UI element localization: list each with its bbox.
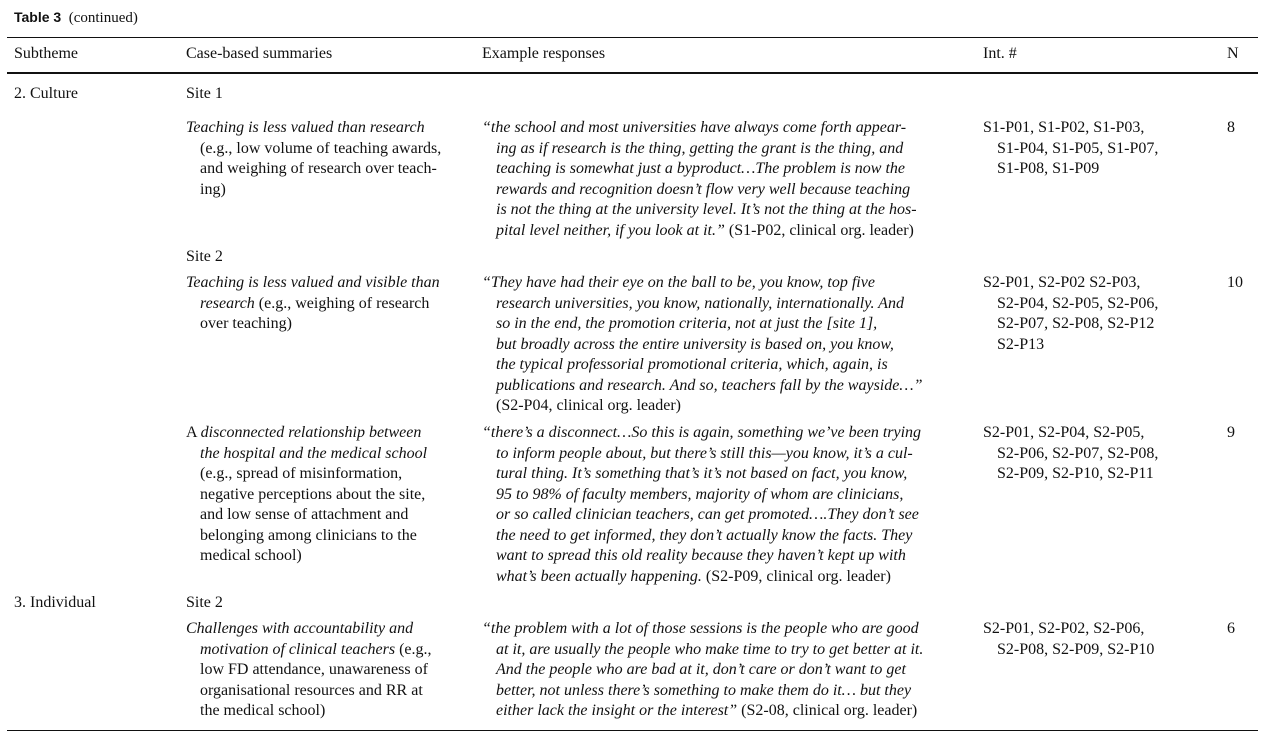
- cell-line: [186, 444, 427, 465]
- text-segment: “the school and most universities have always come forth appear-: [482, 119, 907, 136]
- interview-ids: [983, 619, 1154, 660]
- text-segment: (S2-P09, clinical org. leader): [701, 567, 891, 585]
- count-n: [1227, 423, 1235, 444]
- text-segment: belonging among clinicians to the: [200, 526, 417, 544]
- text-segment: so in the end, the promotion criteria, not at just the [site 1],: [496, 315, 878, 332]
- text-segment: rewards and recognition doesn’t flow very well because teaching: [496, 180, 911, 198]
- text-segment: Challenges with accountability and: [186, 620, 414, 637]
- text-segment: better, not unless there’s something to make them do it… but they: [496, 681, 912, 699]
- cell-line: [186, 294, 440, 315]
- cell-line: [482, 505, 921, 526]
- cell-line: [186, 139, 441, 160]
- cell-line: [482, 314, 922, 335]
- header-responses: Example responses: [482, 45, 606, 62]
- caption-label: Table 3: [14, 9, 62, 25]
- cell-line: [1227, 619, 1235, 640]
- cell-line: [186, 118, 441, 139]
- cell-line: [482, 355, 922, 376]
- cell-line: [186, 273, 440, 294]
- text-segment: S2-P01, S2-P04, S2-P05,: [983, 424, 1145, 441]
- cell-line: [186, 640, 432, 661]
- cell-line: [983, 139, 1158, 160]
- text-segment: ing): [200, 180, 226, 198]
- cell-line: [482, 660, 923, 681]
- example-response: [482, 619, 923, 722]
- text-segment: is not the thing at the university level. It’s not the thing at the hos-: [496, 201, 917, 218]
- cell-line: [186, 660, 432, 681]
- cell-line: [186, 314, 440, 335]
- text-segment: research universities, you know, nationally, internationally. And: [496, 294, 904, 312]
- cell-line: [482, 200, 917, 221]
- text-segment: (S1-P02, clinical org. leader): [724, 221, 914, 239]
- text-segment: And the people who are bad at it, don’t care or don’t want to get: [496, 661, 906, 678]
- text-segment: motivation of clinical teachers: [200, 640, 396, 658]
- cell-line: [983, 118, 1158, 139]
- cell-line: [482, 619, 923, 640]
- subtheme-individual: 3. Individual: [14, 594, 96, 611]
- text-segment: (e.g., low volume of teaching awards,: [200, 139, 442, 157]
- top-rule: [7, 37, 1258, 38]
- text-segment: S1-P04, S1-P05, S1-P07,: [997, 139, 1159, 157]
- cell-line: [1227, 273, 1243, 294]
- subtheme-culture: 2. Culture: [14, 85, 78, 102]
- text-segment: S2-P06, S2-P07, S2-P08,: [997, 444, 1159, 462]
- text-segment: S1-P01, S1-P02, S1-P03,: [983, 119, 1145, 136]
- cell-line: [186, 423, 427, 444]
- text-segment: medical school): [200, 547, 302, 564]
- cell-line: [482, 294, 922, 315]
- count-n: [1227, 118, 1235, 139]
- caption-note: (continued): [68, 10, 138, 26]
- text-segment: at it, are usually the people who make time to try to get better at it.: [496, 640, 924, 658]
- text-segment: ing as if research is the thing, getting the grant is the thing, and: [496, 139, 904, 157]
- cell-line: [482, 180, 917, 201]
- text-segment: 95 to 98% of faculty members, majority of whom are clinicians,: [496, 485, 904, 503]
- cell-line: [482, 396, 922, 417]
- cell-line: [482, 681, 923, 702]
- text-segment: organisational resources and RR at: [200, 681, 423, 699]
- table-caption: [14, 9, 138, 27]
- text-segment: and low sense of attachment and: [200, 506, 409, 523]
- cell-line: [983, 619, 1154, 640]
- text-segment: “there’s a disconnect…So this is again, something we’ve been trying: [482, 424, 922, 441]
- count-n: [1227, 273, 1243, 294]
- cell-line: [482, 118, 917, 139]
- cell-line: [482, 335, 922, 356]
- interview-ids: [983, 423, 1158, 485]
- text-segment: S2-P08, S2-P09, S2-P10: [997, 640, 1155, 658]
- cell-line: [983, 294, 1158, 315]
- text-segment: what’s been actually happening.: [496, 567, 702, 585]
- text-segment: and weighing of research over teach-: [200, 160, 437, 177]
- bottom-rule: [7, 730, 1258, 731]
- case-summary: [186, 118, 441, 200]
- text-segment: S2-P04, S2-P05, S2-P06,: [997, 294, 1159, 312]
- cell-line: [482, 701, 923, 722]
- header-int: Int. #: [983, 45, 1017, 62]
- site-label: Site 2: [186, 248, 223, 265]
- text-segment: “They have had their eye on the ball to be, you know, top five: [482, 274, 875, 291]
- cell-line: [482, 159, 917, 180]
- text-segment: S2-P13: [997, 335, 1045, 353]
- cell-line: [482, 567, 921, 588]
- text-segment: S2-P07, S2-P08, S2-P12: [997, 315, 1155, 332]
- cell-line: [186, 159, 441, 180]
- text-segment: the medical school): [200, 702, 326, 719]
- cell-line: [186, 701, 432, 722]
- text-segment: (e.g.,: [395, 640, 432, 658]
- interview-ids: [983, 273, 1158, 355]
- text-segment: the need to get informed, they don’t actually know the facts. They: [496, 526, 913, 544]
- cell-line: [482, 423, 921, 444]
- text-segment: 10: [1227, 274, 1243, 291]
- cell-line: [983, 464, 1158, 485]
- header-n: N: [1227, 45, 1239, 62]
- text-segment: want to spread this old reality because they haven’t kept up with: [496, 547, 906, 564]
- text-segment: but broadly across the entire university is based on, you know,: [496, 335, 894, 353]
- text-segment: publications and research. And so, teachers fall by the wayside…”: [496, 376, 923, 394]
- cell-line: [482, 526, 921, 547]
- text-segment: S2-P09, S2-P10, S2-P11: [997, 465, 1154, 482]
- text-segment: A: [186, 424, 201, 441]
- site-label: Site 1: [186, 85, 223, 102]
- text-segment: 9: [1227, 424, 1235, 441]
- text-segment: “the problem with a lot of those sessions is the people who are good: [482, 620, 919, 637]
- text-segment: disconnected relationship between: [200, 424, 422, 441]
- cell-line: [482, 376, 922, 397]
- cell-line: [186, 505, 427, 526]
- header-subtheme: Subtheme: [14, 45, 78, 62]
- text-segment: pital level neither, if you look at it.”: [496, 221, 725, 239]
- text-segment: over teaching): [200, 315, 292, 332]
- cell-line: [983, 159, 1158, 180]
- cell-line: [983, 273, 1158, 294]
- text-segment: negative perceptions about the site,: [200, 485, 426, 503]
- cell-line: [186, 681, 432, 702]
- cell-line: [482, 273, 922, 294]
- count-n: [1227, 619, 1235, 640]
- cell-line: [983, 640, 1154, 661]
- text-segment: S1-P08, S1-P09: [997, 160, 1100, 177]
- text-segment: (e.g., spread of misinformation,: [200, 465, 403, 482]
- cell-line: [482, 139, 917, 160]
- text-segment: teaching is somewhat just a byproduct…The problem is now the: [496, 160, 906, 177]
- text-segment: either lack the insight or the interest”: [496, 702, 738, 719]
- cell-line: [186, 619, 432, 640]
- text-segment: 6: [1227, 620, 1235, 637]
- header-rule: [7, 72, 1258, 74]
- cell-line: [1227, 423, 1235, 444]
- cell-line: [1227, 118, 1235, 139]
- cell-line: [186, 546, 427, 567]
- text-segment: the hospital and the medical school: [200, 444, 428, 462]
- example-response: [482, 273, 922, 417]
- cell-line: [482, 444, 921, 465]
- text-segment: S2-P01, S2-P02 S2-P03,: [983, 274, 1141, 291]
- cell-line: [482, 221, 917, 242]
- interview-ids: [983, 118, 1158, 180]
- text-segment: low FD attendance, unawareness of: [200, 661, 428, 678]
- text-segment: 8: [1227, 119, 1235, 136]
- cell-line: [482, 640, 923, 661]
- text-segment: Teaching is less valued than research: [186, 119, 425, 136]
- cell-line: [186, 526, 427, 547]
- text-segment: (S2-08, clinical org. leader): [737, 702, 918, 719]
- case-summary: [186, 423, 427, 567]
- text-segment: the typical professorial promotional criteria, which, again, is: [496, 356, 888, 373]
- text-segment: (S2-P04, clinical org. leader): [496, 397, 681, 414]
- case-summary: [186, 273, 440, 335]
- cell-line: [983, 314, 1158, 335]
- cell-line: [186, 485, 427, 506]
- header-summaries: Case-based summaries: [186, 45, 333, 62]
- text-segment: to inform people about, but there’s still this—you know, it’s a cul-: [496, 444, 913, 462]
- cell-line: [482, 546, 921, 567]
- text-segment: tural thing. It’s something that’s it’s not based on fact, you know,: [496, 465, 908, 482]
- cell-line: [482, 485, 921, 506]
- cell-line: [983, 444, 1158, 465]
- cell-line: [983, 335, 1158, 356]
- text-segment: research: [200, 294, 255, 312]
- site-label: Site 2: [186, 594, 223, 611]
- cell-line: [983, 423, 1158, 444]
- text-segment: S2-P01, S2-P02, S2-P06,: [983, 620, 1145, 637]
- text-segment: or so called clinician teachers, can get promoted….They don’t see: [496, 506, 919, 523]
- cell-line: [482, 464, 921, 485]
- text-segment: (e.g., weighing of research: [254, 294, 430, 312]
- example-response: [482, 118, 917, 241]
- text-segment: Teaching is less valued and visible than: [186, 274, 440, 291]
- cell-line: [186, 464, 427, 485]
- example-response: [482, 423, 921, 587]
- cell-line: [186, 180, 441, 201]
- case-summary: [186, 619, 432, 722]
